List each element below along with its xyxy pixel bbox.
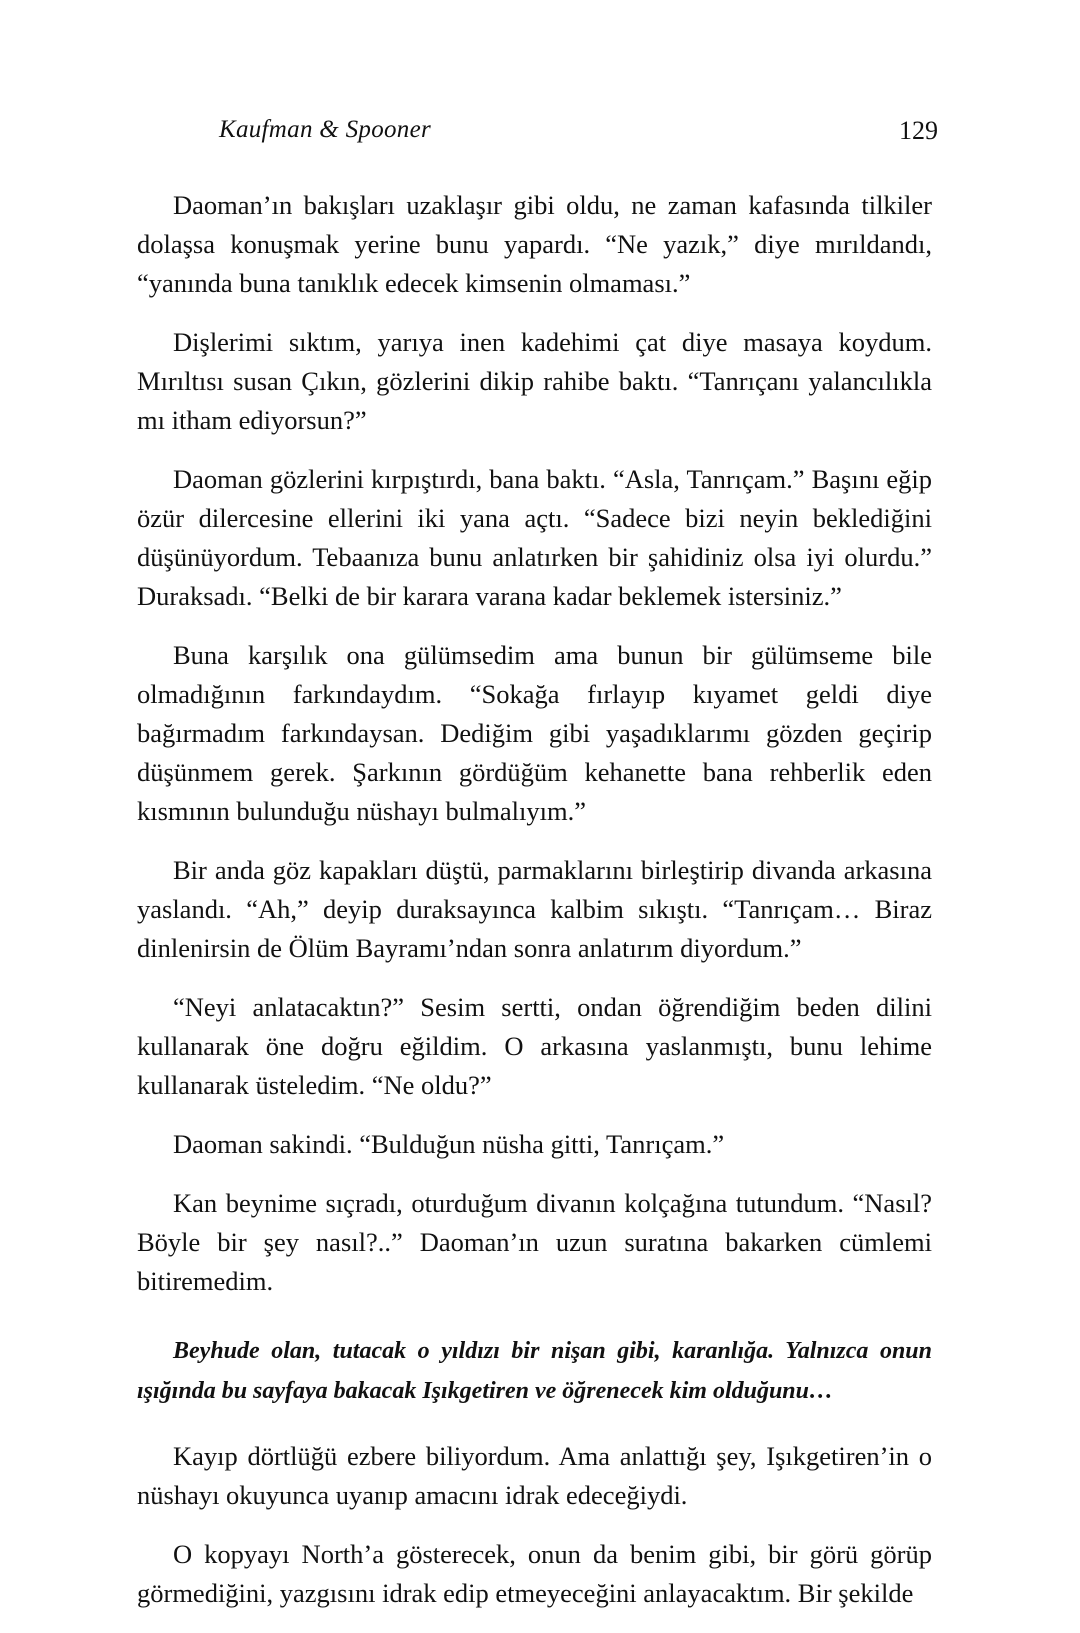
paragraph: Daoman gözlerini kırpıştırdı, bana baktı. “Asla, Tanrıçam.” Başını eğip özür dilercesine ellerini iki yana açtı. “Sadece bizi neyin beklediğini düşünüyordum. Tebaanıza bunu anlatırken bir şahidiniz olsa iyi olurdu.” Duraksadı. “Belki de bir karara varana kadar beklemek istersiniz.” <box>137 464 932 611</box>
paragraph: Dişlerimi sıktım, yarıya inen kadehimi çat diye masaya koydum. Mırıltısı susan Çıkın, gözlerini dikip rahibe baktı. “Tanrıçanı yalancılıkla mı itham ediyorsun?” <box>137 327 932 435</box>
body-text <box>137 186 932 1633</box>
paragraph: Bir anda göz kapakları düştü, parmaklarını birleştirip divanda arkasına yaslandı. “Ah,” deyip duraksayınca kalbim sıkıştı. “Tanrıçam… Biraz dinlenirsin de Ölüm Bayramı’ndan sonra anlatırım diyordum.” <box>137 855 932 963</box>
paragraph: Daoman’ın bakışları uzaklaşır gibi oldu, ne zaman kafasında tilkiler dolaşsa konuşmak yerine bunu yapardı. “Ne yazık,” diye mırıldandı, “yanında buna tanıklık edecek kimsenin olmaması.” <box>137 190 932 298</box>
paragraph: Buna karşılık ona gülümsedim ama bunun bir gülümseme bile olmadığının farkındaydım. “Sokağa fırlayıp kıyamet geldi diye bağırmadım farkındaysan. Dediğim gibi yaşadıklarımı gözden geçirip düşünmem gerek. Şarkının gördüğüm kehanette bana rehberlik eden kısmının bulunduğu nüshayı bulmalıyım.” <box>137 640 932 826</box>
paragraph: “Neyi anlatacaktın?” Sesim sertti, ondan öğrendiğim beden dilini kullanarak öne doğru eğildim. O arkasına yaslanmıştı, bunu lehime kullanarak üsteledim. “Ne oldu?” <box>137 992 932 1100</box>
paragraph: Kan beynime sıçradı, oturduğum divanın kolçağına tutundum. “Nasıl? Böyle bir şey nasıl?..” Daoman’ın uzun suratına bakarken cümlemi bitiremedim. <box>137 1188 932 1296</box>
paragraph: Kayıp dörtlüğü ezbere biliyordum. Ama anlattığı şey, Işıkgetiren’in o nüshayı okuyunca uyanıp amacını idrak edeceğiydi. <box>137 1441 932 1510</box>
running-head-title: Kaufman & Spooner <box>218 116 432 143</box>
paragraph: O kopyayı North’a gösterecek, onun da benim gibi, bir görü görüp görmediğini, yazgısını idrak edip etmeyeceğini anlayacaktım. Bir şekilde <box>137 1539 932 1608</box>
italic-verse-quote: Beyhude olan, tutacak o yıldızı bir nişan gibi, karanlığa. Yalnızca onun ışığında bu sayfaya bakacak Işıkgetiren ve öğrenecek kim olduğunu… <box>137 1338 932 1404</box>
paragraph: Daoman sakindi. “Bulduğun nüsha gitti, Tanrıçam.” <box>173 1129 725 1159</box>
page-number: 129 <box>899 116 938 145</box>
